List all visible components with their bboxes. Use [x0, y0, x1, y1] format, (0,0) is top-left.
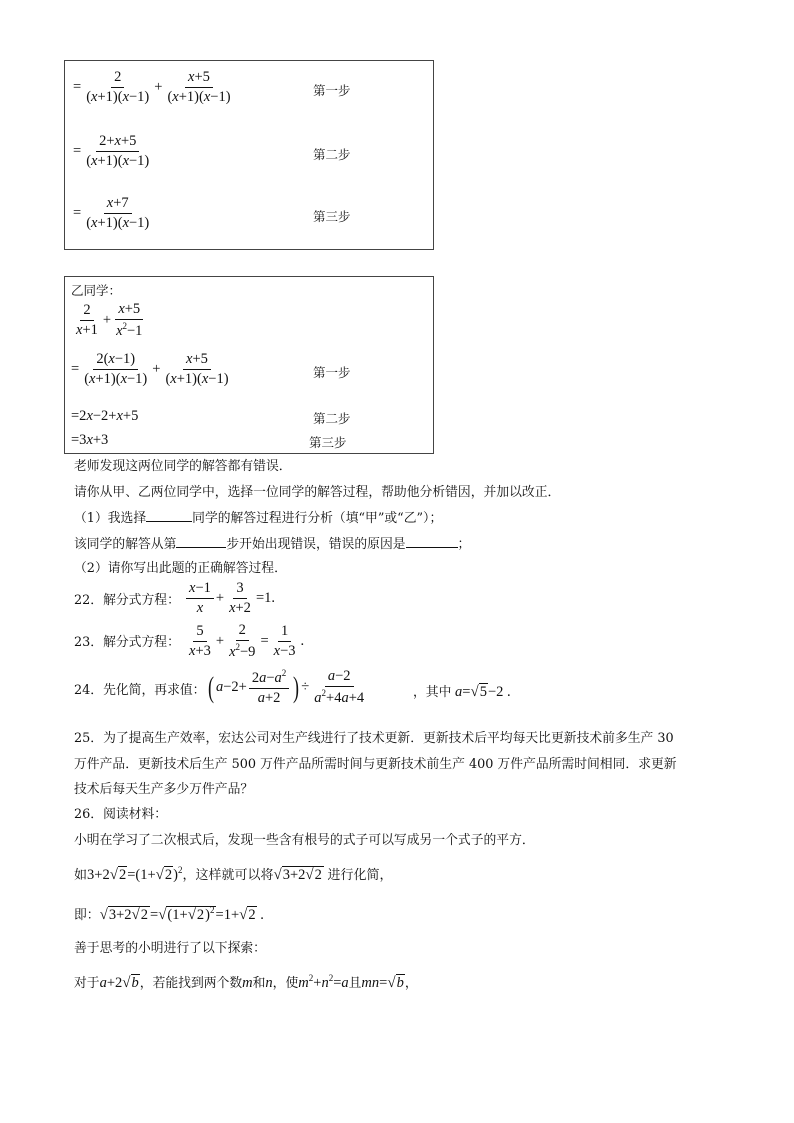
q21-part1: [74, 509, 442, 528]
q26-label: 26．阅读材料：: [74, 807, 168, 822]
q24-label: 24．先化简，再求值：: [74, 683, 206, 698]
q21-part1-d: 步开始出现错误，错误的原因是: [226, 537, 406, 552]
yi-step3-label: 第三步: [309, 435, 347, 450]
q25-line1: 25．为了提高生产效率，宏达公司对生产线进行了技术更新．更新技术后平均每天比更新技术前多生产 30: [74, 731, 674, 746]
yi-title: 乙同学：: [71, 283, 122, 298]
q26-line5-e: 且: [348, 975, 362, 991]
q24-expression: ( a −2+ $\frac{2a-a^2}{a+2}$ ) ÷ $\frac{a-2}{a^2+4a+4}$: [208, 668, 365, 707]
step-blank[interactable]: [176, 535, 226, 548]
jia-step1-label: 第一步: [313, 83, 351, 98]
yi-step1-label: 第一步: [313, 365, 351, 380]
solution-box-jia: [64, 60, 434, 250]
q26-line3-a: 即：: [74, 907, 100, 923]
q26-line2-b: ，这样就可以将: [182, 867, 274, 883]
q25-line2: 万件产品．更新技术后生产 500 万件产品所需时间与更新技术前生产 400 万件产品所需时间相同．求更新: [74, 757, 677, 772]
q21-line1: 老师发现这两位同学的解答都有错误．: [74, 459, 292, 474]
q26-line2-c: 进行化简，: [327, 867, 393, 883]
q25-line3: 技术后每天生产多少万件产品？: [74, 782, 254, 797]
q22-equation: $\frac{x-1}{x}$ + $\frac{3}{x+2}$ =1.: [184, 580, 275, 618]
choice-blank[interactable]: [146, 509, 192, 522]
q21-part1-error: [74, 535, 470, 554]
q21-line2: 请你从甲、乙两位同学中，选择一位同学的解答过程，帮助他分析错因，并加以改正．: [74, 485, 561, 500]
q26-line2-a: 如: [74, 867, 88, 883]
q23-label: 23．解分式方程：: [74, 635, 180, 650]
jia-step3-expr: = $\frac{x+7}{(x+1)(x-1)}$: [73, 195, 150, 232]
reason-blank[interactable]: [406, 535, 458, 548]
solution-box-yi: [64, 276, 434, 454]
yi-step2-expr: =2 x −2+ x +5: [71, 408, 139, 424]
q26-line4: 善于思考的小明进行了以下探索：: [74, 941, 266, 956]
jia-step3-label: 第三步: [313, 209, 351, 224]
q26-line1: 小明在学习了二次根式后，发现一些含有根号的式子可以写成另一个式子的平方．: [74, 833, 535, 848]
q26-line5-d: ，使: [272, 975, 299, 991]
q26-line5-a: 对于: [74, 975, 100, 991]
jia-step2-expr: = $\frac{2+x+5}{(x+1)(x-1)}$: [73, 133, 150, 170]
yi-step2-label: 第二步: [313, 411, 351, 426]
jia-step2-label: 第二步: [313, 147, 351, 162]
q22-label: 22．解分式方程：: [74, 593, 180, 608]
q26-line5-f: ，: [404, 975, 418, 991]
q24-cond-text: ，其中: [413, 685, 452, 700]
q26-line3: 即：$√3+2√2 =√(1+√2)^2=1+√2$ .: [74, 905, 264, 923]
q24-condition: ，其中 a=√5−2 .: [413, 684, 511, 700]
yi-step1-expr: = $\frac{2(x-1)}{(x+1)(x-1)}$ + $\frac{x+5}{(x+1)(x-1)}$: [71, 351, 229, 388]
q23-equation: $\frac{5}{x+3}$ + $\frac{2}{x^2-9}$ = $\frac{1}{x-3}$ .: [189, 622, 305, 661]
q26-line5-c: 和: [252, 975, 266, 991]
q26-line5-b: ，若能找到两个数: [139, 975, 243, 991]
q26-line2: 如$3+2√2=(1+√2)^2$，这样就可以将√3+2√2 进行化简，: [74, 865, 393, 883]
yi-step3-expr: =3 x +3: [71, 432, 109, 448]
yi-original-expr: $\frac{2}{x+1}$ + $\frac{x+5}{x^2-1}$: [76, 301, 143, 340]
q21-part1-b: 同学的解答过程进行分析（填“甲”或“乙”）；: [192, 511, 443, 526]
q21-part1-e: ；: [457, 537, 471, 552]
q21-part2: （2）请你写出此题的正确解答过程．: [74, 561, 287, 576]
q26-line5: 对于a+2√b，若能找到两个数m和n，使$m^2+n^2=a$且mn=√b，: [74, 973, 418, 991]
jia-step1-expr: = $\frac{2}{(x+1)(x-1)}$ + $\frac{x+5}{(x+1)(x-1)}$: [73, 69, 231, 106]
q21-part1-a: （1）我选择: [74, 511, 147, 526]
q21-part1-c: 该同学的解答从第: [74, 537, 177, 552]
